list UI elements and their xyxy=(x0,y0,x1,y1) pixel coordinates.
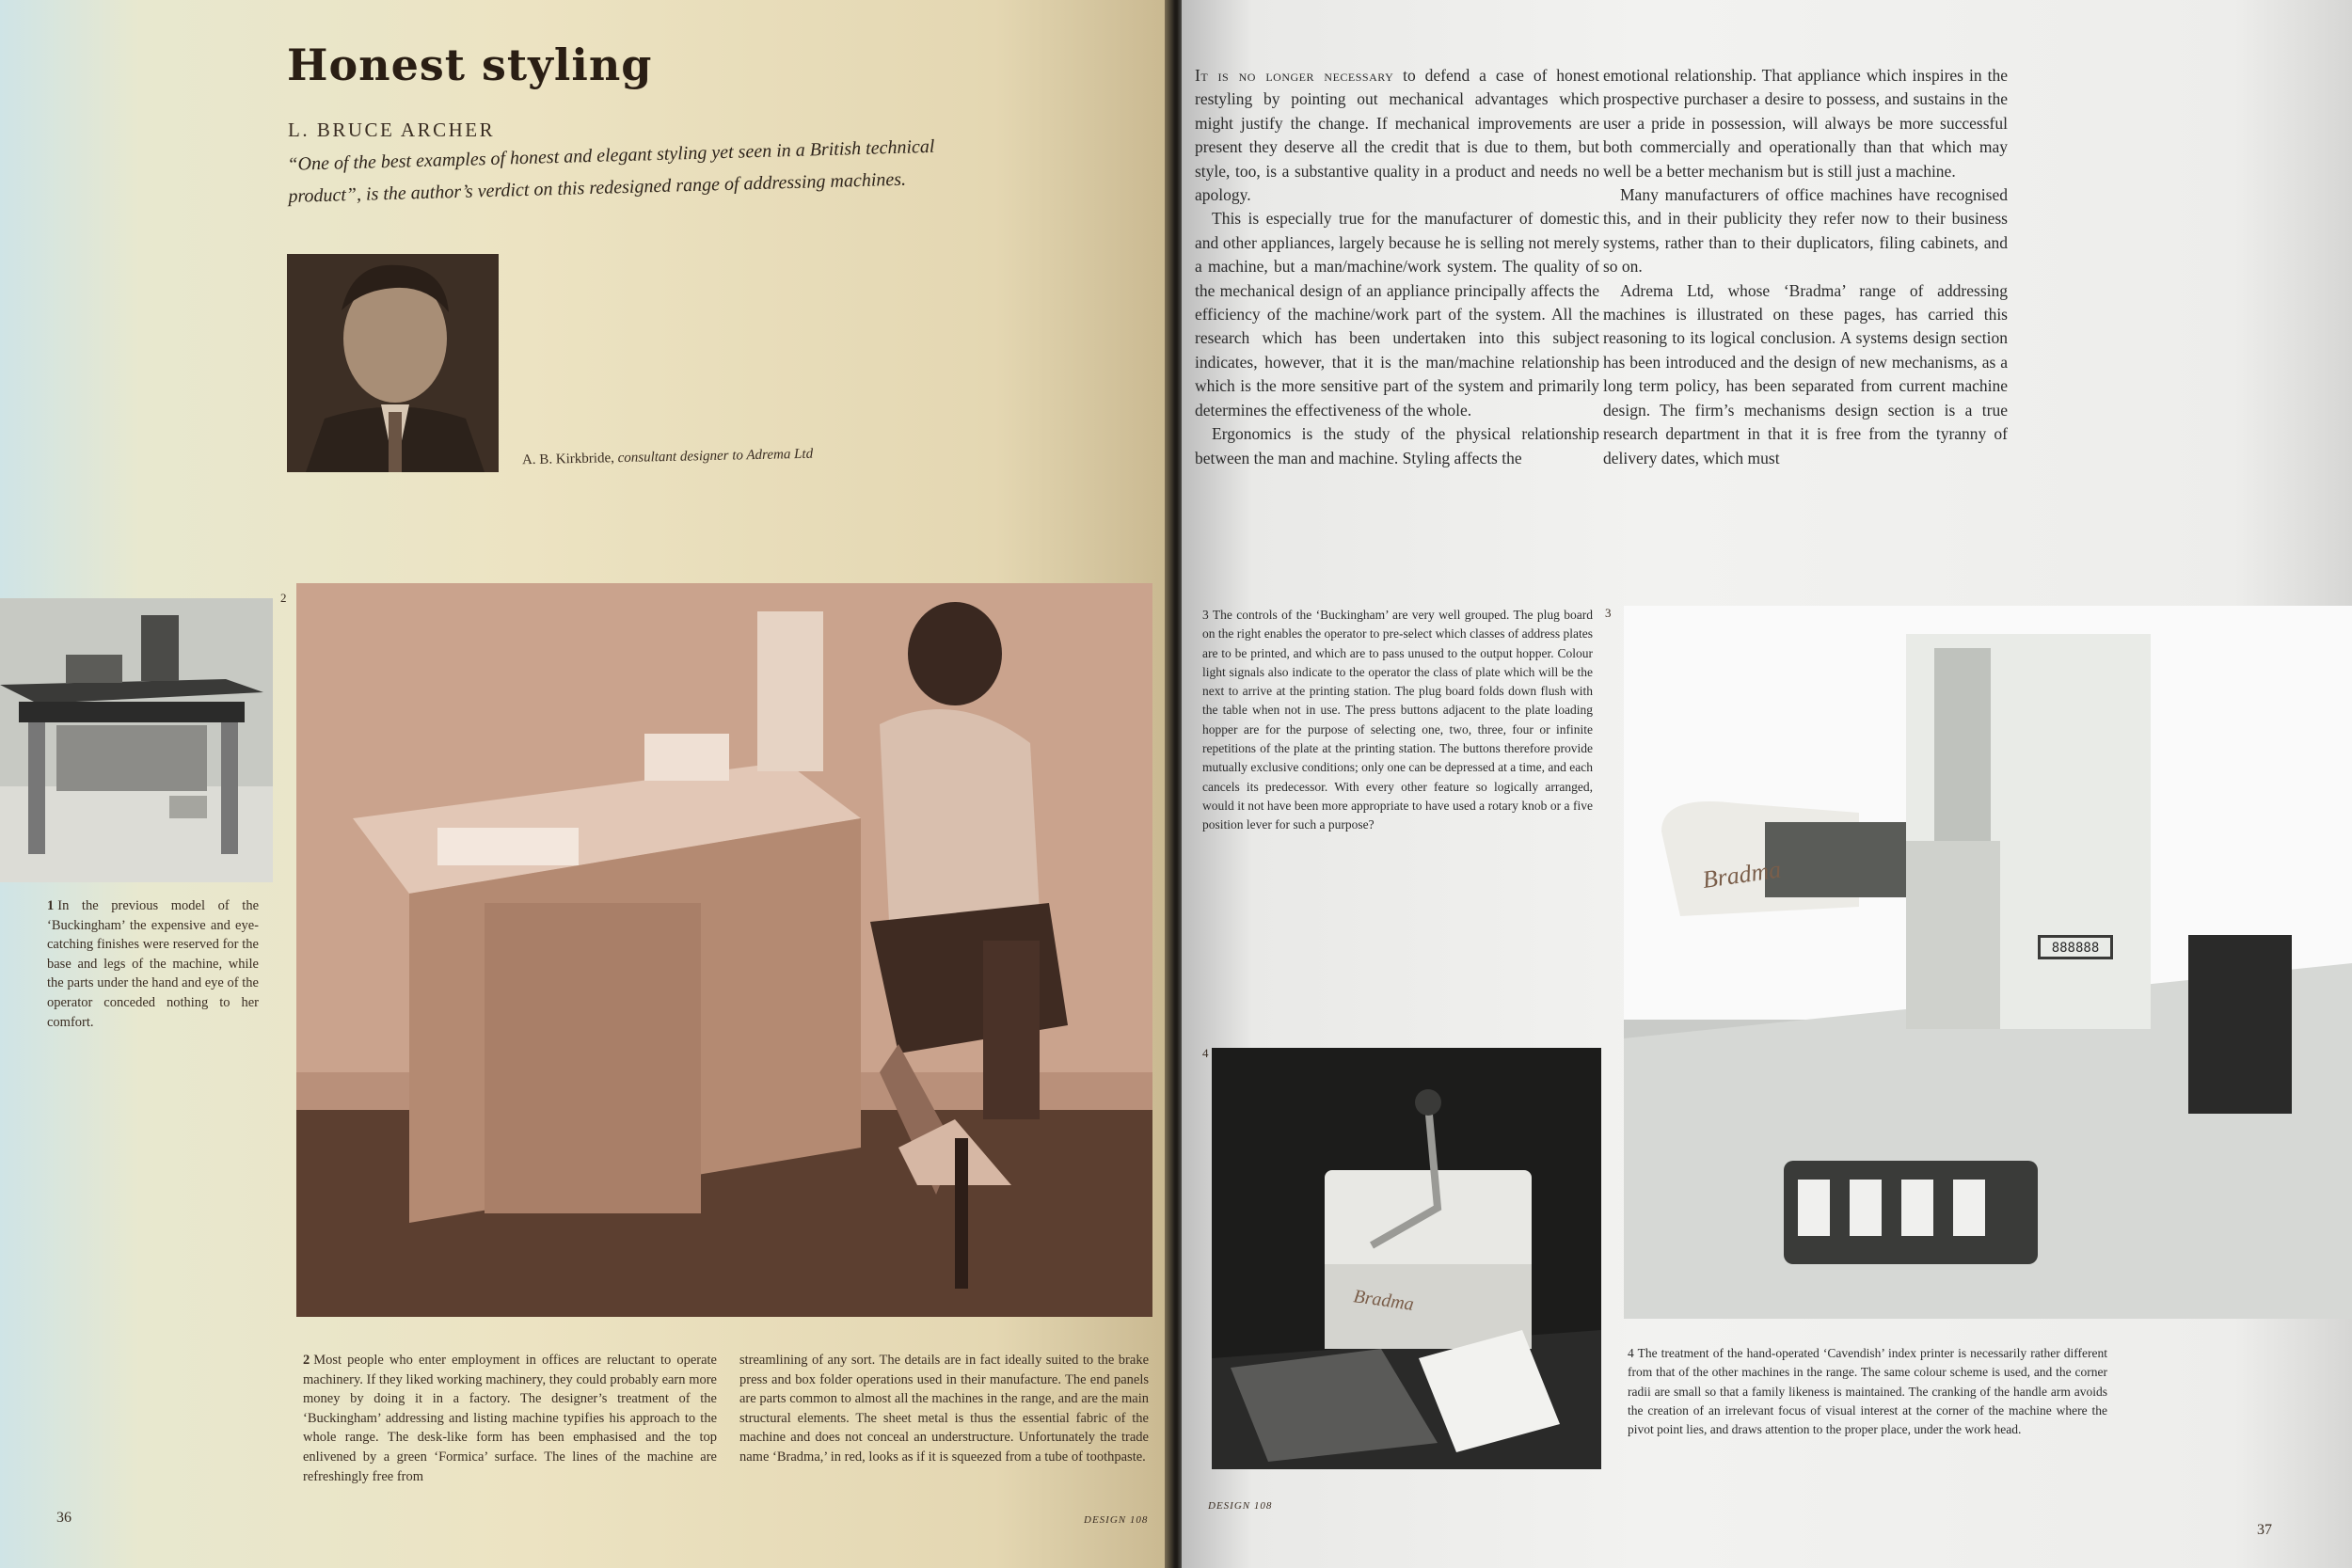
counter-digits: 888888 xyxy=(2051,941,2100,956)
page-number: 36 xyxy=(56,1510,72,1526)
figure1-photo xyxy=(0,598,273,882)
caption2-number: 2 xyxy=(303,1353,310,1368)
article-title: Honest styling xyxy=(287,40,653,90)
figure4-photo xyxy=(1212,1048,1601,1469)
figure2-caption-col2 xyxy=(739,1351,1149,1467)
figure1-caption xyxy=(47,896,259,1032)
body-column-1 xyxy=(1195,64,1599,470)
caption3-number: 3 xyxy=(1202,608,1209,622)
author-byline: L. BRUCE ARCHER xyxy=(288,119,496,141)
body-paragraph: Many manufacturers of office machines have recognised this, and in their publicity they refer now to their business systems, rather than to their duplicators, filing cabinets, and so on. xyxy=(1603,185,2008,277)
figure4-number: 4 xyxy=(1202,1046,1209,1060)
body-paragraph: emotional relationship. That appliance which inspires in the prospective purchaser a desire to possess, and sustains in the user a pride in possession, will always be more successful both commercially and operationally than that which may well be a better mechanism but is still just a machine. xyxy=(1603,66,2008,181)
portrait-caption-name: A. B. Kirkbride, xyxy=(521,451,618,468)
caption1-number: 1 xyxy=(47,898,55,913)
figure4-brand-mark: Bradma xyxy=(1352,1286,1416,1315)
figure3-number: 3 xyxy=(1605,606,1612,620)
caption3-text: The controls of the ‘Buckingham’ are very well grouped. The plug board on the right enables the operator to pre-select which classes of address plates are to be printed, and which are to pass unused to the output hopper. Colour light signals also indicate to the operator the class of plate which will be the next to arrive at the printing station. The plug board folds down flush with the table when not in use. The press buttons adjacent to the plate loading hopper are for the purpose of selecting one, two, three, four or infinite repetitions of the plate at the printing station. The buttons therefore provide mutually exclusive conditions; only one can be depressed at a time, and each cancels its predecessor. With every other feature so logically arranged, would it not have been more appropriate to have used a rotary knob or a five position lever for such a purpose? xyxy=(1202,608,1593,832)
running-foot: DESIGN 108 xyxy=(1084,1514,1149,1526)
opening-lead: It is no longer necessary xyxy=(1195,66,1394,85)
body-column-2 xyxy=(1603,64,2008,470)
running-foot: DESIGN 108 xyxy=(1208,1500,1273,1512)
portrait-caption-role: consultant designer to Adrema Ltd xyxy=(617,446,814,467)
figure3-brand-mark: Bradma xyxy=(1700,855,1783,894)
body-paragraph: Adrema Ltd, whose ‘Bradma’ range of addressing machines is illustrated on these pages, has carried this reasoning to its logical conclusion. A systems design section has been introduced and the design of new mechanisms, as a long term policy, has been separated from current machine design. The firm’s mechanisms design section is a true research department in that it is free from the tyranny of delivery dates, which must xyxy=(1603,280,2008,467)
body-paragraph: It is no longer necessary to defend a case of honest restyling by pointing out mechanical advantages which might justify the change. If mechanical improvements are present they deserve all the credit that is due to them, but style, too, is a substantive quality in a product and needs no apology. xyxy=(1195,66,1599,205)
figure3-photo xyxy=(1624,606,2352,1319)
left-page xyxy=(0,0,1170,1568)
caption4-number: 4 xyxy=(1628,1346,1634,1360)
figure4-caption xyxy=(1628,1344,2107,1439)
caption4-text: The treatment of the hand-operated ‘Cavendish’ index printer is necessarily rather different from that of the other machines in the range. The same colour scheme is used, and the corner radii are small so that a family likeness is maintained. The cranking of the handle arm avoids the creation of an irrelevant focus of visual interest at the corner of the machine where the pivot point lies, and draws attention to the proper place, under the work head. xyxy=(1628,1346,2107,1437)
standfirst: “One of the best examples of honest and elegant styling yet seen in a British technical product”, is the author’s verdict on this redesigned range of addressing machines. xyxy=(287,135,935,207)
caption2-col2-text: streamlining of any sort. The details are in fact ideally suited to the brake press and box folder operations used in their manufacture. The end panels are parts common to almost all the machines in the range, and are the main structural elements. The sheet metal is thus the essential fabric of the machine and does not conceal an understructure. Unfortunately the trade name ‘Bradma,’ in red, looks as if it is squeezed from a tube of toothpaste. xyxy=(739,1353,1149,1465)
figure3-caption xyxy=(1202,606,1593,835)
portrait-caption xyxy=(522,447,813,468)
body-paragraph: Ergonomics is the study of the physical relationship between the man and machine. Styling affects the xyxy=(1195,424,1599,467)
portrait-photo xyxy=(287,254,499,472)
figure2-caption-col1 xyxy=(303,1351,717,1486)
right-page xyxy=(1182,0,2352,1568)
page-number: 37 xyxy=(2257,1522,2272,1538)
caption2-col1-text: Most people who enter employment in offices are reluctant to operate machinery. If they liked working machinery, they could probably earn more money by doing it in a factory. The designer’s treatment of the ‘Buckingham’ addressing and listing machine typifies his approach to the whole range. The desk-like form has been emphasised and the top enlivened by a green ‘Formica’ surface. The lines of the machine are refreshingly free from xyxy=(303,1353,717,1484)
figure2-photo xyxy=(296,583,1152,1317)
caption1-text: In the previous model of the ‘Buckingham’ the expensive and eye-catching finishes were reserved for the base and legs of the machine, while the parts under the hand and eye of the operator conceded nothing to her comfort. xyxy=(47,898,259,1030)
figure2-number: 2 xyxy=(280,591,287,605)
body-paragraph: This is especially true for the manufacturer of domestic and other appliances, largely because he is selling not merely a machine, but a man/machine/work system. The quality of the mechanical design of an appliance principally affects the efficiency of the machine/work part of the system. All the research which has been undertaken into this subject indicates, however, that it is the man/machine relationship which is the more sensitive part of the system and primarily determines the effectiveness of the whole. xyxy=(1195,209,1599,420)
